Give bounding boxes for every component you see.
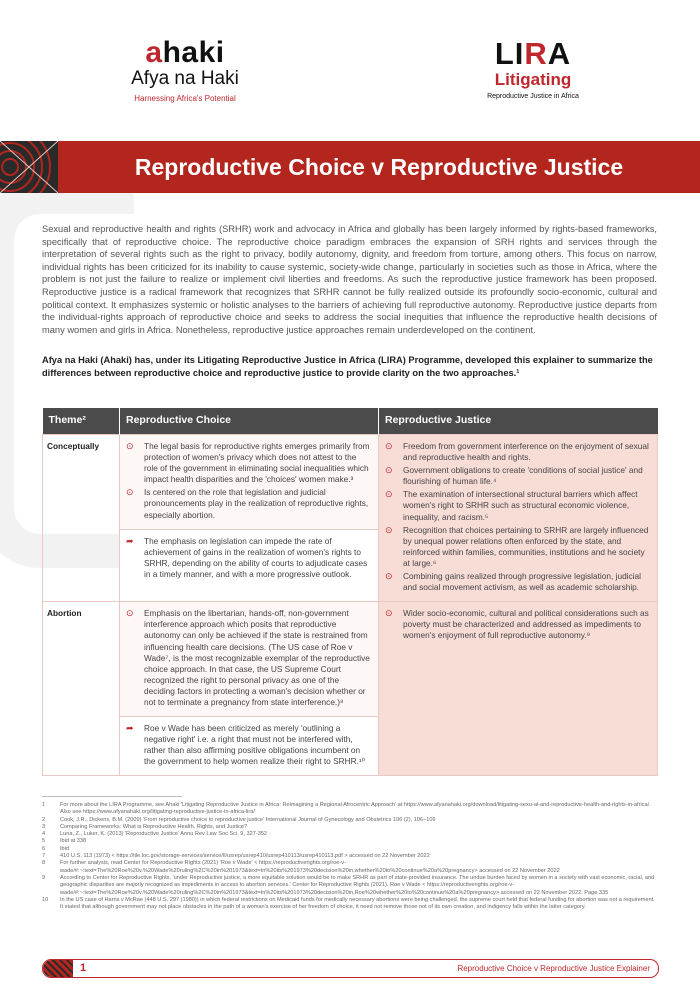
target-icon: ⊙ (126, 608, 134, 619)
choice-cell (120, 435, 379, 602)
item-text: Emphasis on the libertarian, hands-off, non-government interference approach which posits that reproductive autonomy can only be achieved if the state is restrained from influencing health care decisions. (The US case of Roe v Wade⁷, is the most recognizable exemplar of the reproductive choice approach. In that case, the US Supreme Court recognized the right to personal privacy as one of the deciding factors in protecting a woman's decision whether or not to terminate a pregnancy from state interference.)⁸ (144, 608, 370, 707)
page-title: Reproductive Choice v Reproductive Justice (134, 154, 624, 180)
table-row (43, 435, 658, 602)
list-item (126, 441, 370, 485)
footer-title: Reproductive Choice v Reproductive Justice Explainer (457, 964, 650, 973)
target-icon: ⊙ (385, 441, 393, 451)
item-text: Government obligations to create 'conditions of social justice' and flourishing of human life.⁴ (403, 465, 643, 487)
target-icon: ⊙ (126, 441, 134, 451)
header-theme: Theme² (43, 408, 120, 435)
ahaki-logo (120, 38, 250, 103)
footnote: 3 Comparing Frameworks: What is Reproductive Health, Rights, and Justice? (42, 823, 248, 830)
footnote: 2 Cook, J.R., Dickens, B.M. (2009) 'From reproductive choice to reproductive justice' International Journal of Gynecology and Obstetrics 106 (2), 106–109 (42, 816, 436, 823)
item-text: Wider socio-economic, cultural and political considerations such as poverty must be characterized and addressed as impediments to women's enjoyment of full reproductive autonomy.⁹ (403, 608, 649, 641)
arrow-icon: ➦ (126, 535, 134, 546)
theme-cell: Conceptually (43, 435, 120, 602)
justice-cell (379, 602, 658, 776)
comparison-table (42, 408, 658, 776)
item-text: Combining gains realized through progressive legislation, judicial and social movement activism, as well as academic scholarship. (403, 571, 641, 593)
list-item (126, 536, 370, 580)
table-row (43, 602, 658, 776)
item-text: The legal basis for reproductive rights emerges primarily from protection of women's privacy which does not attest to the role of the government in eliminating social inequalities which impact health disparities and the 'choices' women make.³ (144, 441, 370, 485)
list-item (385, 465, 649, 487)
choice-critique-block (120, 717, 378, 775)
list-item (126, 487, 370, 520)
item-text: Recognition that choices pertaining to SRHR are largely influenced by unequal power relations often enforced by the state, and reinforced within families, communities, institutions and he society at large.⁶ (403, 524, 649, 568)
choice-cell (120, 602, 379, 776)
target-icon: ⊙ (385, 465, 393, 476)
justice-cell (379, 435, 658, 602)
item-text: Freedom from government interference on the enjoyment of sexual and reproductive health and rights. (403, 441, 649, 463)
list-item (385, 525, 649, 569)
list-item (385, 571, 649, 593)
choice-block (120, 435, 378, 530)
header-justice: Reproductive Justice (379, 408, 658, 435)
lira-subtitle: Litigating (494, 70, 572, 89)
pattern-decoration-icon (0, 141, 58, 193)
ahaki-wordmark: ahaki (145, 36, 225, 69)
list-item (385, 489, 649, 522)
lira-wordmark: LIRA (494, 36, 572, 71)
list-item (126, 723, 370, 767)
header-choice: Reproductive Choice (120, 408, 379, 435)
list-item (385, 441, 649, 463)
list-item (126, 608, 370, 708)
arrow-icon: ➦ (126, 723, 134, 734)
footnotes (42, 802, 657, 911)
lira-tagline: Reproductive Justice in Africa (487, 93, 579, 100)
page-number: 1 (80, 962, 87, 974)
footnote-divider (42, 796, 182, 797)
footer-pattern-icon (43, 960, 73, 977)
footnote: 8 For further analysis, read Center for Reproductive Rights (2021) 'Roe v Wade' < https://reproductiverights.org/roe-v-wade/#:~:text=The%20Roe%20v.%20Wade%20ruling%2C%20in%201973&text=In%20its%201973%20decision%20in,whether%20to%20continue%20a%20pregnancy> accessed on 22 November 2022 (42, 860, 560, 874)
item-text: Is centered on the role that legislation and judicial pronouncements play in the realization of reproductive rights, especially abortion. (144, 487, 369, 520)
footnote: 10 In the US case of Harris v McRae (448 U.S. 297 (1980)) in which federal restrictions on Medicaid funds for medically necessary abortions were being challenged, the supreme court held that federal funding for abortion was not a requirement. It stated that although government may not place obstacles in the path of a woman's exercise of her freedom of choice, it need not remove those not of its own creation, and indigency falls within the latter category. (42, 896, 655, 911)
target-icon: ⊙ (385, 489, 393, 500)
ahaki-subtitle: Afya na Haki (131, 68, 239, 89)
item-text: The emphasis on legislation can impede the rate of achievement of gains in the realization of women's rights to SRHR, depending on the ability of courts to adjudicate cases in a timely manner, and with a more progressive outlook. (144, 535, 368, 579)
summary-paragraph: Afya na Haki (Ahaki) has, under its Litigating Reproductive Justice in Africa (LIRA) Programme, developed this explainer to summarize the differences between reproductive choice and reproductive justice to provide clarity on the two approaches.¹ (42, 355, 653, 378)
intro-paragraph: Sexual and reproductive health and rights (SRHR) work and advocacy in Africa and globally has been largely informed by rights-based frameworks, specifically that of reproductive choice. The reproductive choice paradigm embraces the expansion of SRH rights and services through the interpretation of several rights such as the right to privacy, bodily autonomy, dignity, and freedom from torture, among others. This focus on narrow, individual rights has been criticized for its inability to cause systemic, society-wide change, particularly in societies such as those in Africa, where the problem is not just the failure to realize or implement civil liberties and freedoms. As such the reproductive justice framework has been proposed. Reproductive justice is a radical framework that recognizes that SRHR cannot be fully realized outside its profoundly socio-economic, cultural and political context. It emphasizes systemic or holistic analyses to the barriers of achieving full reproductive autonomy. Reproductive justice departs from the individual-rights approach of reproductive choice and seeks to address the social inequities that influence the reproductive health decisions of many women and girls in Africa. Nonetheless, reproductive justice approaches remain underdeveloped on the continent. (42, 224, 657, 335)
footnote: 5 Ibid at 338 (42, 838, 87, 845)
footnote: 7 410 U.S. 113 (1973) < https://tile.loc.gov/storage-services/service/ll/usrep/usrep410/usrep410113/usrep410113.pdf > accessed on 22 November 2022 (42, 853, 430, 860)
item-text: Roe v Wade has been criticized as merely 'outlining a negative right' i.e. a right that must not be interfered with, rather than also affirming positive obligations incumbent on the government to help women realize their right to SRHR.¹⁰ (144, 723, 365, 767)
footnote: 1 For more about the LIRA Programme, see Ahaki 'Litigating Reproductive Justice in Africa: Reimagining a Regional Afrocentric Approach' at https://www.afyanahaki.org/download/litigating-sexu-al-and-reproductive-health-and-rights-in-africa/. Also see https://www.afyanahaki.org/litigating-reproductive-justice-in-africa-lira/ (42, 802, 651, 816)
footnote: 9 According to Center for Reproductive Rights, 'under Reproductive justice, a more equitable solution would be to make SRHR as part of state-provided insurance. The undue burden faced by women in a society with vast economic, racial, and geographic disparities are majorly recognized as impediments in access to abortion services.' Center for Reproductive Rights (2021). Roe v Wade < https://reproductiverights.org/roe-v-wade/#:~:text=The%20Roe%20v.%20Wade%20ruling%2C%20in%201973&text=In%20its%201973%20decision%20in,Roe%20whether%20to%20continue%20a%20pregnancy> accessed on 22 November 2022. Page 335 (42, 874, 655, 896)
theme-cell: Abortion (43, 602, 120, 776)
item-text: The examination of intersectional structural barriers which affect women's right to SRHR such as structural economic violence, inequality, and racism.⁵ (403, 489, 638, 522)
target-icon: ⊙ (126, 487, 134, 498)
ahaki-tagline: Harnessing Africa's Potential (134, 94, 236, 103)
choice-block (120, 602, 378, 717)
footnote: 4 Luna, Z., Luker, K. (2013) 'Reproductive Justice' Annu Rev Law Soc Sci. 9, 327-352 (42, 831, 268, 838)
target-icon: ⊙ (385, 524, 393, 535)
list-item (385, 608, 649, 641)
footnote: 6 Ibid (42, 845, 70, 852)
choice-critique-block (120, 530, 378, 588)
table-header-row (43, 408, 658, 435)
lira-logo (478, 38, 588, 100)
target-icon: ⊙ (385, 571, 393, 582)
target-icon: ⊙ (385, 608, 393, 619)
